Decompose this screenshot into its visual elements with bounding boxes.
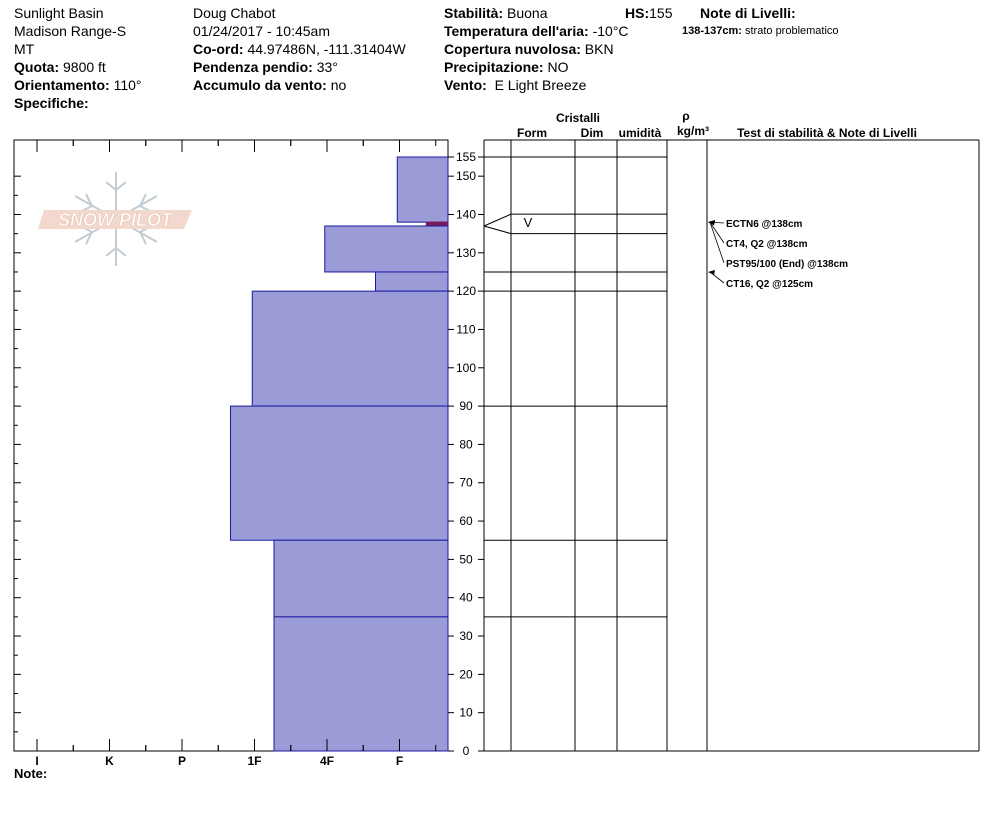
hardness-ticks-top [37,140,436,152]
specifics: Specifiche: [14,95,89,111]
snow-height: HS:155 [625,5,673,21]
crystals-header: Cristalli [555,111,601,125]
air-temperature: Temperatura dell'aria: -10°C [444,23,629,39]
depth-tick-label: 60 [459,514,473,529]
size-header: Dim [580,126,604,140]
layer-bar [252,291,448,406]
layer-bar [274,540,448,617]
density-unit: kg/m³ [676,124,710,138]
depth-tick-label: 150 [455,169,477,184]
observer-name: Doug Chabot [193,5,276,21]
layer-note: 138-137cm: strato problematico [682,25,839,37]
location-line-3: MT [14,41,35,57]
stability-tests [708,219,848,290]
slope-angle: Pendenza pendio: 33° [193,59,338,75]
wind-loading: Accumulo da vento: no [193,77,347,93]
depth-tick-label: 155 [455,150,477,164]
layer-bar [231,406,449,540]
location-line-1: Sunlight Basin [14,5,104,21]
crystal-table [484,140,979,751]
layer-bars [231,157,449,751]
layer-bar [325,226,448,272]
aspect: Orientamento: 110° [14,77,142,93]
stability-test-label: CT4, Q2 @138cm [726,239,808,250]
tests-header: Test di stabilità & Note di Livelli [737,126,917,140]
depth-tick-label: 130 [455,245,477,260]
depth-tick-label: 140 [455,207,477,222]
logo-text: SNOW PILOT [58,210,172,230]
depth-tick-label: 10 [459,705,473,720]
depth-tick-label: 90 [459,399,473,414]
snowpilot-logo [38,172,192,266]
coordinates: Co-ord: 44.97486N, -111.31404W [193,41,406,57]
crystal-forms [524,215,533,230]
layer-notes-title: Note di Livelli: [700,5,796,21]
depth-tick-label: 20 [459,667,473,682]
depth-tick-label: 50 [459,552,473,567]
hardness-label-f: F [395,754,404,768]
elevation: Quota: 9800 ft [14,59,106,75]
depth-tick-label: 80 [459,437,473,452]
depth-tick-label: 0 [462,744,470,758]
stability: Stabilità: Buona [444,5,548,21]
location-line-2: Madison Range-S [14,23,127,39]
stability-test-label: PST95/100 (End) @138cm [726,259,849,270]
stability-test-label: CT16, Q2 @125cm [726,279,814,290]
moisture-header: umidità [618,126,662,140]
stability-test-label: ECTN6 @138cm [726,219,803,230]
depth-tick-label: 30 [459,629,473,644]
observation-datetime: 01/24/2017 - 10:45am [193,23,330,39]
form-header: Form [517,126,547,140]
hardness-label-1f: 1F [247,754,262,768]
hardness-label-p: P [177,754,187,768]
hardness-label-k: K [105,754,114,768]
layer-bar [376,272,449,291]
density-symbol: ρ [682,109,690,123]
layer-bar [397,157,448,222]
test-leader-line [710,222,724,243]
depth-tick-label: 100 [455,360,477,375]
arrowhead-icon [708,270,715,275]
crystal-form-symbol: V [523,215,533,231]
wind: Vento: E Light Breeze [444,77,587,93]
depth-tick-label: 120 [455,284,477,299]
layer-bar [274,617,448,751]
test-leader-line [710,222,724,263]
problem-layer-bar [426,222,448,226]
hardness-label-4f: 4F [319,754,335,768]
depth-tick-label: 40 [459,590,473,605]
notes-label: Note: [14,766,48,781]
hardness-label-i: I [35,754,39,768]
depth-tick-label: 110 [456,322,476,337]
depth-tick-label: 70 [459,475,473,490]
precipitation: Precipitazione: NO [444,59,569,75]
cloud-cover: Copertura nuvolosa: BKN [444,41,614,57]
